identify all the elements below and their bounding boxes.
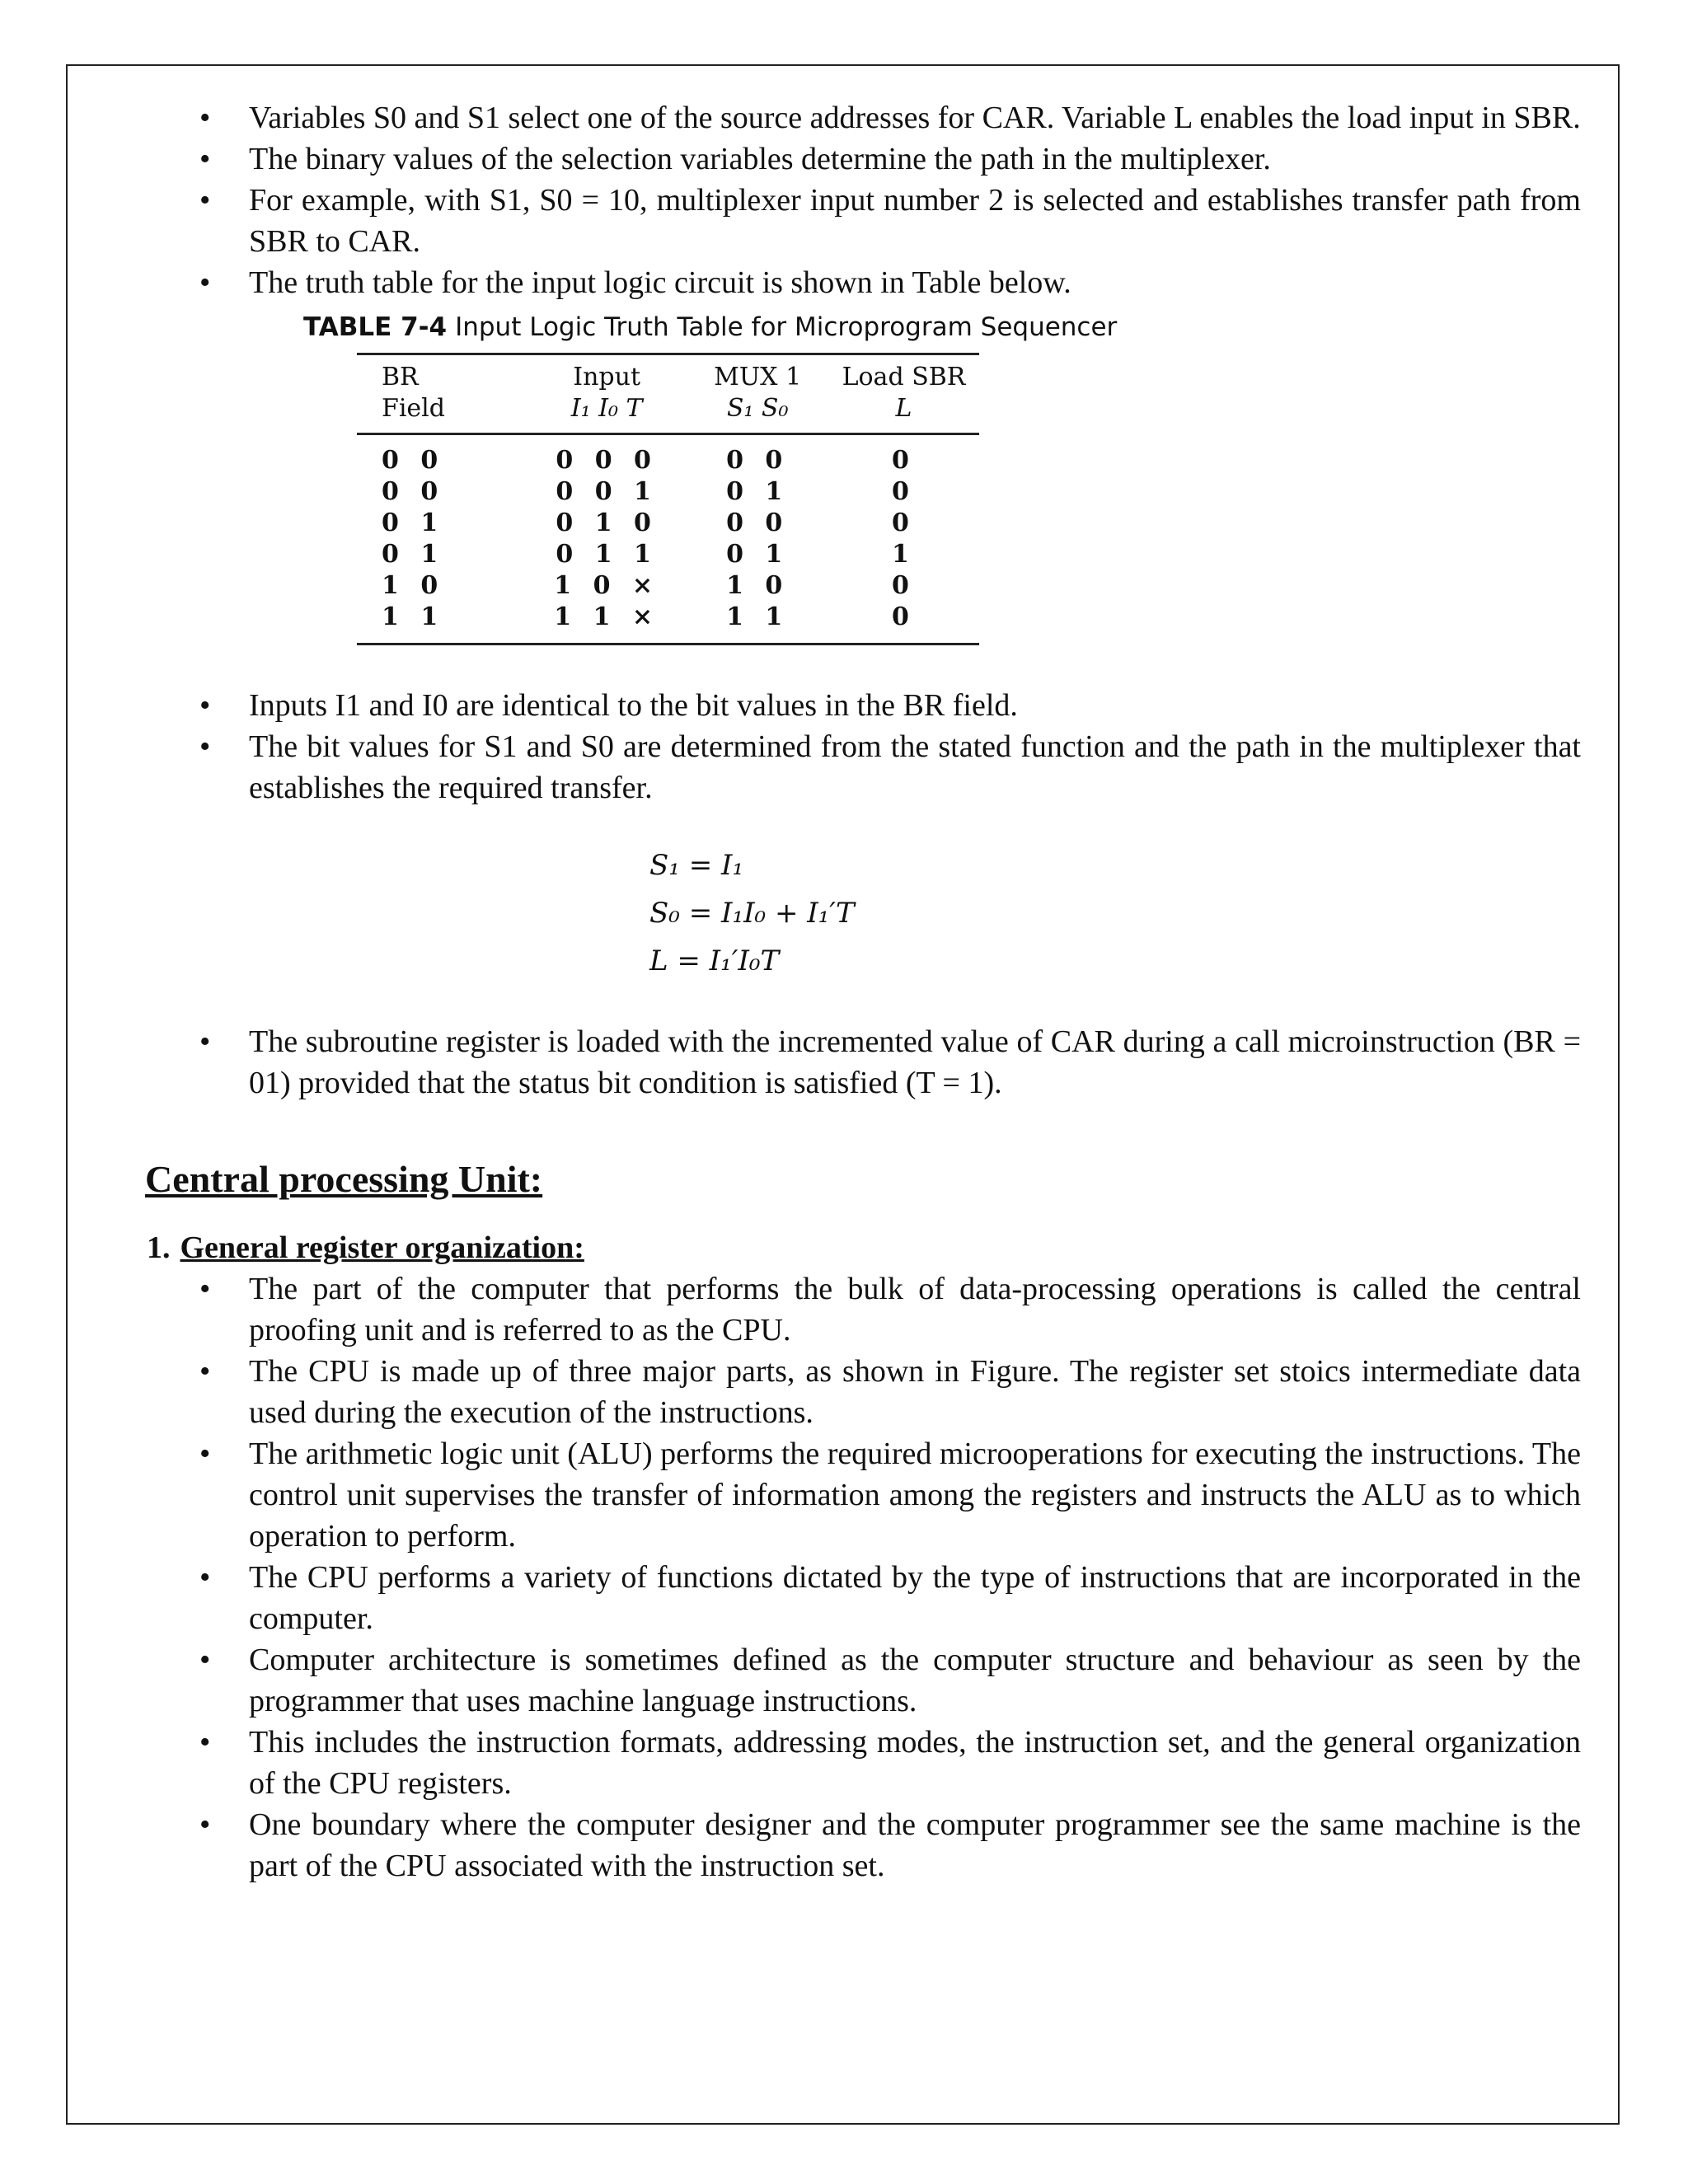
table-caption-label: TABLE 7-4 [303, 312, 448, 342]
header-br: BR [382, 363, 419, 391]
list-item: • The CPU performs a variety of functions dictated by the type of instructions that are incorporated in the computer. [147, 1557, 1581, 1639]
list-item: • The binary values of the selection variables determine the path in the multiplexer. [147, 138, 1581, 180]
cell-load: 0 [892, 477, 916, 506]
cell-mux: 1 0 [726, 571, 790, 600]
table-row [357, 539, 979, 570]
subsection-heading [147, 1227, 1581, 1268]
table-row [357, 434, 979, 477]
equation-l: L = I₁′I₀T [649, 944, 780, 977]
list-item: • Computer architecture is sometimes defined as the computer structure and behaviour as seen by the programmer that uses machine language instructions. [147, 1639, 1581, 1722]
equation-block [649, 841, 1581, 985]
cell-mux: 0 1 [726, 477, 790, 506]
header-br-sub: Field [357, 393, 527, 434]
after-equation-bullet-list [147, 1021, 1581, 1104]
cell-input: 1 1 × [527, 602, 687, 644]
table-row [357, 570, 979, 602]
equation-s1: S₁ = I₁ [649, 849, 744, 882]
equation-s0: S₀ = I₁I₀ + I₁′T [649, 897, 855, 930]
table-row [357, 476, 979, 508]
cell-mux: 1 1 [687, 602, 828, 644]
list-item: • This includes the instruction formats, addressing modes, the instruction set, and the general organization of the CPU registers. [147, 1722, 1581, 1804]
cell-input: 0 0 0 [556, 446, 658, 475]
header-input: Input [573, 363, 641, 391]
table-top-rule [357, 354, 979, 363]
cell-br: 0 0 [382, 477, 445, 506]
table-row [357, 508, 979, 539]
header-input-sub: I₁ I₀ T [527, 393, 687, 434]
cell-load: 0 [828, 602, 979, 644]
cell-load: 0 [892, 509, 916, 537]
subsection-title: General register organization: [180, 1230, 584, 1265]
list-item: • Inputs I1 and I0 are identical to the bit values in the BR field. [147, 685, 1581, 726]
intro-bullet-list [147, 97, 1581, 303]
list-item: • The bit values for S1 and S0 are determined from the stated function and the path in the multiplexer that establishes the required transfer. [147, 726, 1581, 808]
table-caption-text: Input Logic Truth Table for Microprogram Sequencer [455, 312, 1118, 342]
cpu-bullet-list [147, 1268, 1581, 1886]
cell-input: 0 1 0 [556, 509, 658, 537]
cell-br: 0 1 [382, 509, 445, 537]
cell-load: 0 [892, 571, 916, 600]
header-load-sub: L [828, 393, 979, 434]
document-body [147, 97, 1581, 1886]
cell-input: 0 1 1 [556, 540, 658, 569]
cell-input: 1 0 × [554, 571, 660, 600]
cell-mux: 0 0 [726, 509, 790, 537]
list-item: • Variables S0 and S1 select one of the source addresses for CAR. Variable L enables the load input in SBR. [147, 97, 1581, 138]
cell-mux: 0 1 [726, 540, 790, 569]
section-heading: Central processing Unit: [145, 1158, 543, 1200]
header-mux-sub: S₁ S₀ [687, 393, 828, 434]
cell-load: 1 [892, 540, 916, 569]
mid-bullet-list [147, 685, 1581, 808]
cell-mux: 0 0 [726, 446, 790, 475]
table-row [357, 602, 979, 644]
cell-br: 0 1 [382, 540, 445, 569]
cell-br: 0 0 [382, 446, 445, 475]
list-item: • One boundary where the computer designer and the computer programmer see the same machine is the part of the CPU associated with the instruction set. [147, 1804, 1581, 1886]
list-item: • The arithmetic logic unit (ALU) performs the required microoperations for executing the instructions. The control unit supervises the transfer of information among the registers and instructs the ALU as to which operation to perform. [147, 1433, 1581, 1557]
list-item: • The part of the computer that performs the bulk of data-processing operations is called the central proofing unit and is referred to as the CPU. [147, 1268, 1581, 1351]
subsection-number: 1. [147, 1230, 171, 1265]
cell-br: 1 1 [357, 602, 527, 644]
header-mux: MUX 1 [714, 363, 802, 391]
cell-load: 0 [892, 446, 916, 475]
list-item: • The CPU is made up of three major parts, as shown in Figure. The register set stoics intermediate data used during the execution of the instructions. [147, 1351, 1581, 1433]
table-caption [303, 310, 1581, 344]
list-item: • The truth table for the input logic circuit is shown in Table below. [147, 262, 1581, 303]
header-load: Load SBR [842, 363, 966, 391]
cell-br: 1 0 [382, 571, 445, 600]
cell-input: 0 0 1 [556, 477, 658, 506]
list-item: • The subroutine register is loaded with the incremented value of CAR during a call microinstruction (BR = 01) provided that the status bit condition is satisfied (T = 1). [147, 1021, 1581, 1104]
truth-table [357, 353, 979, 645]
list-item: • For example, with S1, S0 = 10, multiplexer input number 2 is selected and establishes transfer path from SBR to CAR. [147, 180, 1581, 262]
